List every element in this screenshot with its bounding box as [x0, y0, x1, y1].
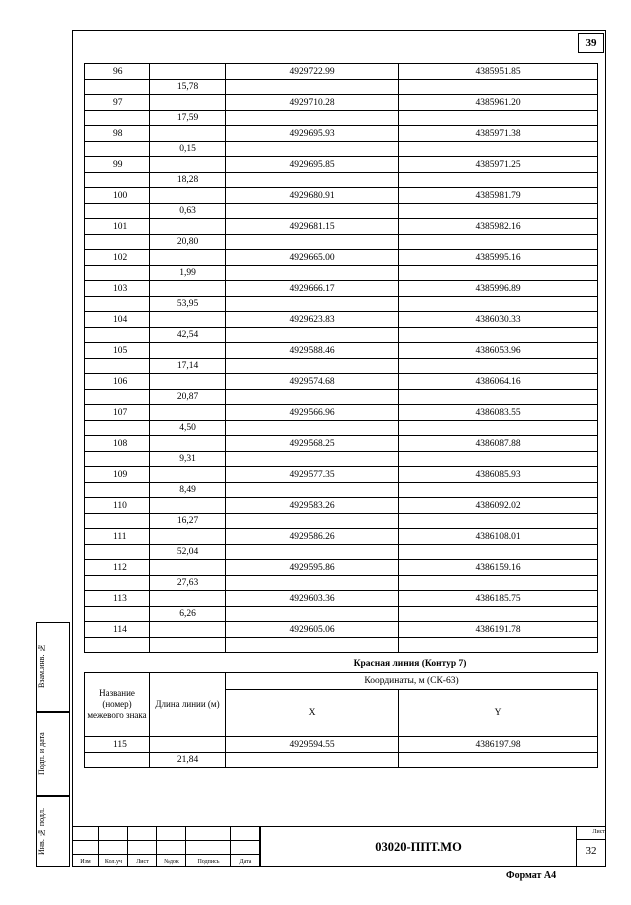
point-number: 105 — [85, 343, 150, 359]
table-row — [85, 607, 598, 622]
table-row — [85, 281, 598, 297]
empty-cell — [226, 111, 399, 126]
segment-length: 53,95 — [150, 297, 226, 312]
segment-length: 21,84 — [150, 753, 226, 768]
y-coordinate: 4386083.55 — [399, 405, 598, 421]
page-number-top: 39 — [578, 33, 604, 53]
empty-cell — [150, 622, 226, 638]
empty-cell — [226, 452, 399, 467]
point-number: 100 — [85, 188, 150, 204]
table-row — [85, 80, 598, 95]
empty-cell — [399, 576, 598, 591]
empty-cell — [226, 514, 399, 529]
x-coordinate: 4929695.93 — [226, 126, 399, 142]
empty-cell — [226, 297, 399, 312]
y-coordinate: 4386191.78 — [399, 622, 598, 638]
side-label-inv-replace: Взам.инв. № — [37, 643, 46, 689]
table-row — [85, 452, 598, 467]
point-number: 113 — [85, 591, 150, 607]
table-row — [85, 219, 598, 235]
y-coordinate: 4385982.16 — [399, 219, 598, 235]
segment-length: 18,28 — [150, 173, 226, 188]
point-number: 97 — [85, 95, 150, 111]
x-coordinate: 4929566.96 — [226, 405, 399, 421]
empty-cell — [85, 142, 150, 157]
segment-length: 9,31 — [150, 452, 226, 467]
empty-cell — [226, 80, 399, 95]
empty-cell — [226, 266, 399, 281]
empty-cell — [150, 157, 226, 173]
x-coordinate: 4929595.86 — [226, 560, 399, 576]
section-title: Красная линия (Контур 7) — [353, 659, 467, 669]
empty-cell — [399, 545, 598, 560]
x-coordinate: 4929574.68 — [226, 374, 399, 390]
empty-cell — [399, 204, 598, 219]
table-row — [85, 560, 598, 576]
segment-length — [150, 638, 226, 653]
segment-length: 8,49 — [150, 483, 226, 498]
empty-cell — [399, 266, 598, 281]
empty-cell — [85, 173, 150, 188]
coordinates-table — [84, 63, 598, 653]
empty-cell — [399, 142, 598, 157]
empty-cell — [226, 753, 399, 768]
table-row — [85, 591, 598, 607]
side-label-sign-date: Подп. и дата — [37, 732, 46, 776]
table-row — [85, 359, 598, 374]
empty-cell — [85, 576, 150, 591]
empty-cell — [399, 111, 598, 126]
x-coordinate: 4929710.28 — [226, 95, 399, 111]
table-row — [85, 142, 598, 157]
empty-cell — [85, 483, 150, 498]
empty-cell — [150, 250, 226, 266]
empty-cell — [85, 80, 150, 95]
empty-cell — [399, 297, 598, 312]
y-coordinate: 4385951.85 — [399, 64, 598, 80]
point-number: 103 — [85, 281, 150, 297]
empty-cell — [150, 188, 226, 204]
empty-cell — [150, 95, 226, 111]
x-coordinate: 4929588.46 — [226, 343, 399, 359]
segment-length: 42,54 — [150, 328, 226, 343]
empty-cell — [150, 591, 226, 607]
x-coordinate: 4929603.36 — [226, 591, 399, 607]
segment-length: 20,80 — [150, 235, 226, 250]
table-row — [85, 545, 598, 560]
segment-length: 1,99 — [150, 266, 226, 281]
empty-cell — [85, 638, 150, 653]
empty-cell — [150, 560, 226, 576]
segment-length: 27,63 — [150, 576, 226, 591]
y-coordinate: 4385971.25 — [399, 157, 598, 173]
stamp-ndok: №док — [164, 859, 179, 865]
y-coordinate: 4386064.16 — [399, 374, 598, 390]
empty-cell — [399, 80, 598, 95]
empty-cell — [226, 204, 399, 219]
empty-cell — [226, 328, 399, 343]
document-code: 03020-ППТ.МО — [260, 826, 576, 867]
stamp-list: Лист — [136, 859, 149, 865]
segment-length: 52,04 — [150, 545, 226, 560]
table-row — [85, 529, 598, 545]
empty-cell — [150, 312, 226, 328]
empty-cell — [150, 374, 226, 390]
col-x-header: X — [226, 690, 399, 737]
point-number: 101 — [85, 219, 150, 235]
table-row — [85, 188, 598, 204]
table-row — [85, 111, 598, 126]
empty-cell — [85, 514, 150, 529]
table-row — [85, 405, 598, 421]
stamp-izm: Изм — [80, 859, 91, 865]
x-coordinate: 4929583.26 — [226, 498, 399, 514]
y-coordinate: 4385981.79 — [399, 188, 598, 204]
point-number: 111 — [85, 529, 150, 545]
point-number: 96 — [85, 64, 150, 80]
x-coordinate: 4929722.99 — [226, 64, 399, 80]
table-row — [85, 266, 598, 281]
side-label-inv-orig: Инв. № подл. — [37, 808, 46, 856]
table-row — [85, 421, 598, 436]
y-coordinate: 4386053.96 — [399, 343, 598, 359]
sheet-number: 32 — [585, 845, 597, 857]
empty-cell — [150, 498, 226, 514]
empty-cell — [150, 737, 226, 753]
empty-cell — [399, 328, 598, 343]
empty-cell — [226, 142, 399, 157]
x-coordinate: 4929695.85 — [226, 157, 399, 173]
table-row — [85, 250, 598, 266]
segment-length: 0,15 — [150, 142, 226, 157]
point-number: 104 — [85, 312, 150, 328]
empty-cell — [150, 126, 226, 142]
x-coordinate: 4929681.15 — [226, 219, 399, 235]
empty-cell — [85, 328, 150, 343]
x-coordinate: 4929586.26 — [226, 529, 399, 545]
segment-length: 4,50 — [150, 421, 226, 436]
table-row — [85, 390, 598, 405]
empty-cell — [399, 452, 598, 467]
empty-cell — [399, 607, 598, 622]
table-row — [85, 126, 598, 142]
table-row — [85, 467, 598, 483]
y-coordinate: 4386085.93 — [399, 467, 598, 483]
sheet-label: Лист — [577, 829, 605, 840]
segment-length: 6,26 — [150, 607, 226, 622]
y-coordinate: 4385961.20 — [399, 95, 598, 111]
point-number: 98 — [85, 126, 150, 142]
empty-cell — [150, 281, 226, 297]
col-coords-header: Координаты, м (СК-63) — [226, 673, 598, 690]
table-row — [85, 374, 598, 390]
empty-cell — [399, 235, 598, 250]
empty-cell — [399, 638, 598, 653]
point-number: 99 — [85, 157, 150, 173]
point-number: 110 — [85, 498, 150, 514]
stamp-podpis: Подпись — [197, 859, 220, 865]
empty-cell — [85, 452, 150, 467]
stamp-data: Дата — [239, 859, 252, 865]
empty-cell — [85, 753, 150, 768]
segment-length: 15,78 — [150, 80, 226, 95]
y-coordinate: 4386108.01 — [399, 529, 598, 545]
table-row — [85, 173, 598, 188]
empty-cell — [85, 607, 150, 622]
empty-cell — [226, 173, 399, 188]
empty-cell — [226, 483, 399, 498]
segment-length: 17,14 — [150, 359, 226, 374]
x-coordinate: 4929594.55 — [226, 737, 399, 753]
table-row — [85, 753, 598, 768]
empty-cell — [85, 390, 150, 405]
empty-cell — [399, 390, 598, 405]
empty-cell — [85, 297, 150, 312]
empty-cell — [85, 235, 150, 250]
segment-length: 17,59 — [150, 111, 226, 126]
point-number: 115 — [85, 737, 150, 753]
table-row — [85, 204, 598, 219]
table-row — [85, 576, 598, 591]
segment-length: 16,27 — [150, 514, 226, 529]
table-row — [85, 737, 598, 753]
table-row — [85, 483, 598, 498]
empty-cell — [226, 607, 399, 622]
point-number: 106 — [85, 374, 150, 390]
sheet-box — [576, 826, 606, 867]
table-row — [85, 235, 598, 250]
x-coordinate: 4929680.91 — [226, 188, 399, 204]
empty-cell — [85, 421, 150, 436]
point-number: 109 — [85, 467, 150, 483]
x-coordinate: 4929665.00 — [226, 250, 399, 266]
table-row — [85, 638, 598, 653]
table-row — [85, 328, 598, 343]
segment-length: 0,63 — [150, 204, 226, 219]
table-row — [85, 95, 598, 111]
y-coordinate: 4386159.16 — [399, 560, 598, 576]
y-coordinate: 4385971.38 — [399, 126, 598, 142]
point-number: 114 — [85, 622, 150, 638]
empty-cell — [399, 359, 598, 374]
point-number: 102 — [85, 250, 150, 266]
point-number: 108 — [85, 436, 150, 452]
empty-cell — [150, 405, 226, 421]
table-row — [85, 297, 598, 312]
table-row — [85, 436, 598, 452]
y-coordinate: 4386087.88 — [399, 436, 598, 452]
empty-cell — [226, 545, 399, 560]
empty-cell — [150, 529, 226, 545]
x-coordinate: 4929666.17 — [226, 281, 399, 297]
empty-cell — [85, 111, 150, 126]
empty-cell — [226, 390, 399, 405]
col-name-header: Название (номер) межевого знака — [85, 673, 150, 737]
point-number: 112 — [85, 560, 150, 576]
empty-cell — [226, 576, 399, 591]
empty-cell — [150, 64, 226, 80]
y-coordinate: 4385995.16 — [399, 250, 598, 266]
x-coordinate: 4929605.06 — [226, 622, 399, 638]
format-label: Формат А4 — [506, 870, 557, 881]
table-row — [85, 514, 598, 529]
y-coordinate: 4386197.98 — [399, 737, 598, 753]
empty-cell — [150, 219, 226, 235]
col-y-header: Y — [399, 690, 598, 737]
col-length-header: Длина линии (м) — [150, 673, 226, 737]
x-coordinate: 4929568.25 — [226, 436, 399, 452]
empty-cell — [150, 467, 226, 483]
table-row — [85, 343, 598, 359]
table-row — [85, 622, 598, 638]
segment-length: 20,87 — [150, 390, 226, 405]
table-row — [85, 498, 598, 514]
empty-cell — [226, 235, 399, 250]
empty-cell — [226, 359, 399, 374]
empty-cell — [399, 753, 598, 768]
empty-cell — [399, 421, 598, 436]
y-coordinate: 4386185.75 — [399, 591, 598, 607]
x-coordinate: 4929577.35 — [226, 467, 399, 483]
empty-cell — [85, 266, 150, 281]
empty-cell — [399, 514, 598, 529]
empty-cell — [399, 173, 598, 188]
x-coordinate: 4929623.83 — [226, 312, 399, 328]
table-row — [85, 157, 598, 173]
stamp-kol-uch: Кол.уч — [104, 859, 123, 865]
y-coordinate: 4386030.33 — [399, 312, 598, 328]
table-row — [85, 312, 598, 328]
empty-cell — [85, 204, 150, 219]
y-coordinate: 4386092.02 — [399, 498, 598, 514]
empty-cell — [150, 436, 226, 452]
empty-cell — [85, 359, 150, 374]
section-table — [84, 672, 598, 768]
point-number: 107 — [85, 405, 150, 421]
empty-cell — [226, 421, 399, 436]
empty-cell — [226, 638, 399, 653]
empty-cell — [150, 343, 226, 359]
table-row — [85, 64, 598, 80]
y-coordinate: 4385996.89 — [399, 281, 598, 297]
empty-cell — [85, 545, 150, 560]
empty-cell — [399, 483, 598, 498]
